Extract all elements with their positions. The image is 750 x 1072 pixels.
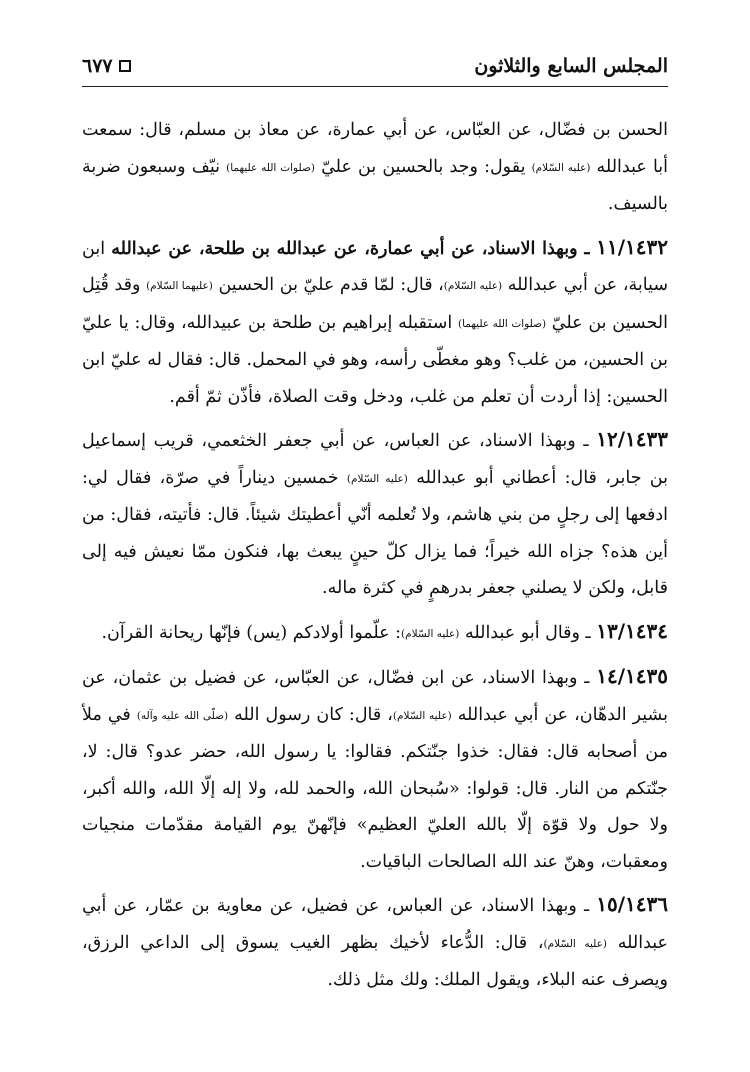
bold-lead-text: ـ وبهذا الاسناد، عن أبي عمارة، عن عبدالله بن طلحة، عن عبدالله: [111, 238, 597, 259]
text-segment: ، قال: كان رسول الله: [228, 704, 393, 725]
page-header: [82, 46, 668, 87]
text-segment: ـ وقال أبو عبدالله: [459, 622, 597, 643]
text-segment: ، قال: لمّا قدم عليّ بن الحسين: [212, 275, 444, 295]
hadith-number: ١٥/١٤٣٦: [596, 892, 668, 916]
paragraph: [82, 886, 668, 999]
paragraph: [82, 112, 668, 223]
honorific: (صلوات الله عليهما): [226, 161, 315, 174]
text-segment: استقبله إبراهيم بن طلحة بن عبيدالله، وقال: يا عليّ بن الحسين، من غلب؟ وهو مغطّى رأسه، وهو في المحمل. قال: فقال له عليّ ابن الحسين: إذا أردت أن تعلم من غلب، ودخل وقت الصلاة، فأذّن ثمّ أقم.: [82, 312, 668, 407]
text-segment: يقول: وجد بالحسين بن عليّ: [314, 156, 532, 177]
honorific: (صلوات الله عليهما): [457, 317, 547, 330]
text-segment: ـ وبهذا الاسناد، عن ابن فضّال، عن العبّاس، عن فضيل بن عثمان، عن بشير الدهّان، عن أبي عبدالله: [82, 668, 668, 725]
paragraph: [82, 229, 668, 416]
chapter-title: المجلس السابع والثلاثون: [474, 55, 668, 77]
square-icon: [119, 60, 131, 72]
text-segment: ابن سيابة، عن أبي عبدالله: [82, 238, 668, 295]
hadith-number: ١٤/١٤٣٥: [596, 664, 668, 688]
text-segment: خمسين ديناراً في صرّة، فقال لي: ادفعها إلى رجلٍ من بني هاشم، ولا تُعلمه أنّي أعطيتك شيئاً. قال: فأتيته، فقال: من أين هذه؟ جزاه الله خيراً؛ فما يزال كلّ حينٍ يبعث بها، فنكون ممّا نعيش فيه إلى قابل، ولكن لا يصلني جعفر بدرهمٍ في كثرة ماله.: [82, 467, 668, 598]
hadith-number: ١١/١٤٣٢: [596, 234, 668, 259]
text-segment: وقد قُتِل الحسين بن عليّ: [82, 275, 669, 333]
honorific: (عليه السّلام): [543, 937, 607, 950]
text-segment: في ملأ من أصحابه قال: فقال: خذوا جنّتكم. فقالوا: يا رسول الله، حضر عدو؟ قال: لا، جنّتكم من النار. قال: قولوا: «سُبحان الله، والحمد لله، ولا إله إلّا الله، والله أكبر، ولا حول ولا قوّة إلّا بالله العليّ العظيم» فإنّهنّ يوم القيامة مقدّمات منجيات ومعقبات، وهنّ عند الله الصالحات الباقيات.: [82, 704, 668, 872]
honorific: (صلّى الله عليه وآله): [136, 709, 229, 722]
honorific: (عليهما السّلام): [146, 280, 213, 292]
paragraph: [82, 421, 668, 607]
text-segment: : علّموا أولادكم (يس) فإنّها ريحانة القرآن.: [101, 622, 402, 643]
text-segment: الحسن بن فضّال، عن العبّاس، عن أبي عمارة، عن معاذ بن مسلم، قال: سمعت أبا عبدالله: [82, 120, 669, 177]
body-text: [82, 112, 668, 999]
hadith-number: ١٣/١٤٣٤: [596, 618, 668, 643]
text-segment: ـ وبهذا الاسناد، عن العباس، عن فضيل، عن معاوية بن عمّار، عن أبي عبدالله: [82, 896, 668, 953]
paragraph: [82, 658, 668, 880]
honorific: (عليه السّلام): [346, 472, 408, 485]
honorific: (عليه السّلام): [531, 161, 591, 174]
hadith-number: ١٢/١٤٣٣: [596, 427, 668, 451]
page-number: ٦٧٧: [82, 55, 113, 77]
honorific: (عليه السّلام): [401, 627, 460, 640]
page-number-group: [82, 55, 131, 77]
text-segment: ، قال: الدُّعاء لأخيك بظهر الغيب يسوق إلى الداعي الرزق، ويصرف عنه البلاء، ويقول الملك: ولك مثل ذلك.: [82, 932, 668, 990]
honorific: (عليه السّلام): [392, 709, 452, 722]
paragraph: [82, 613, 668, 653]
text-segment: ـ وبهذا الاسناد، عن العباس، عن أبي جعفر الخثعمي، قريب إسماعيل بن جابر، قال: أعطاني أبو عبدالله: [82, 431, 669, 488]
honorific: (عليه السّلام): [443, 280, 503, 292]
text-segment: نيّف وسبعون ضربة بالسيف.: [82, 156, 668, 214]
